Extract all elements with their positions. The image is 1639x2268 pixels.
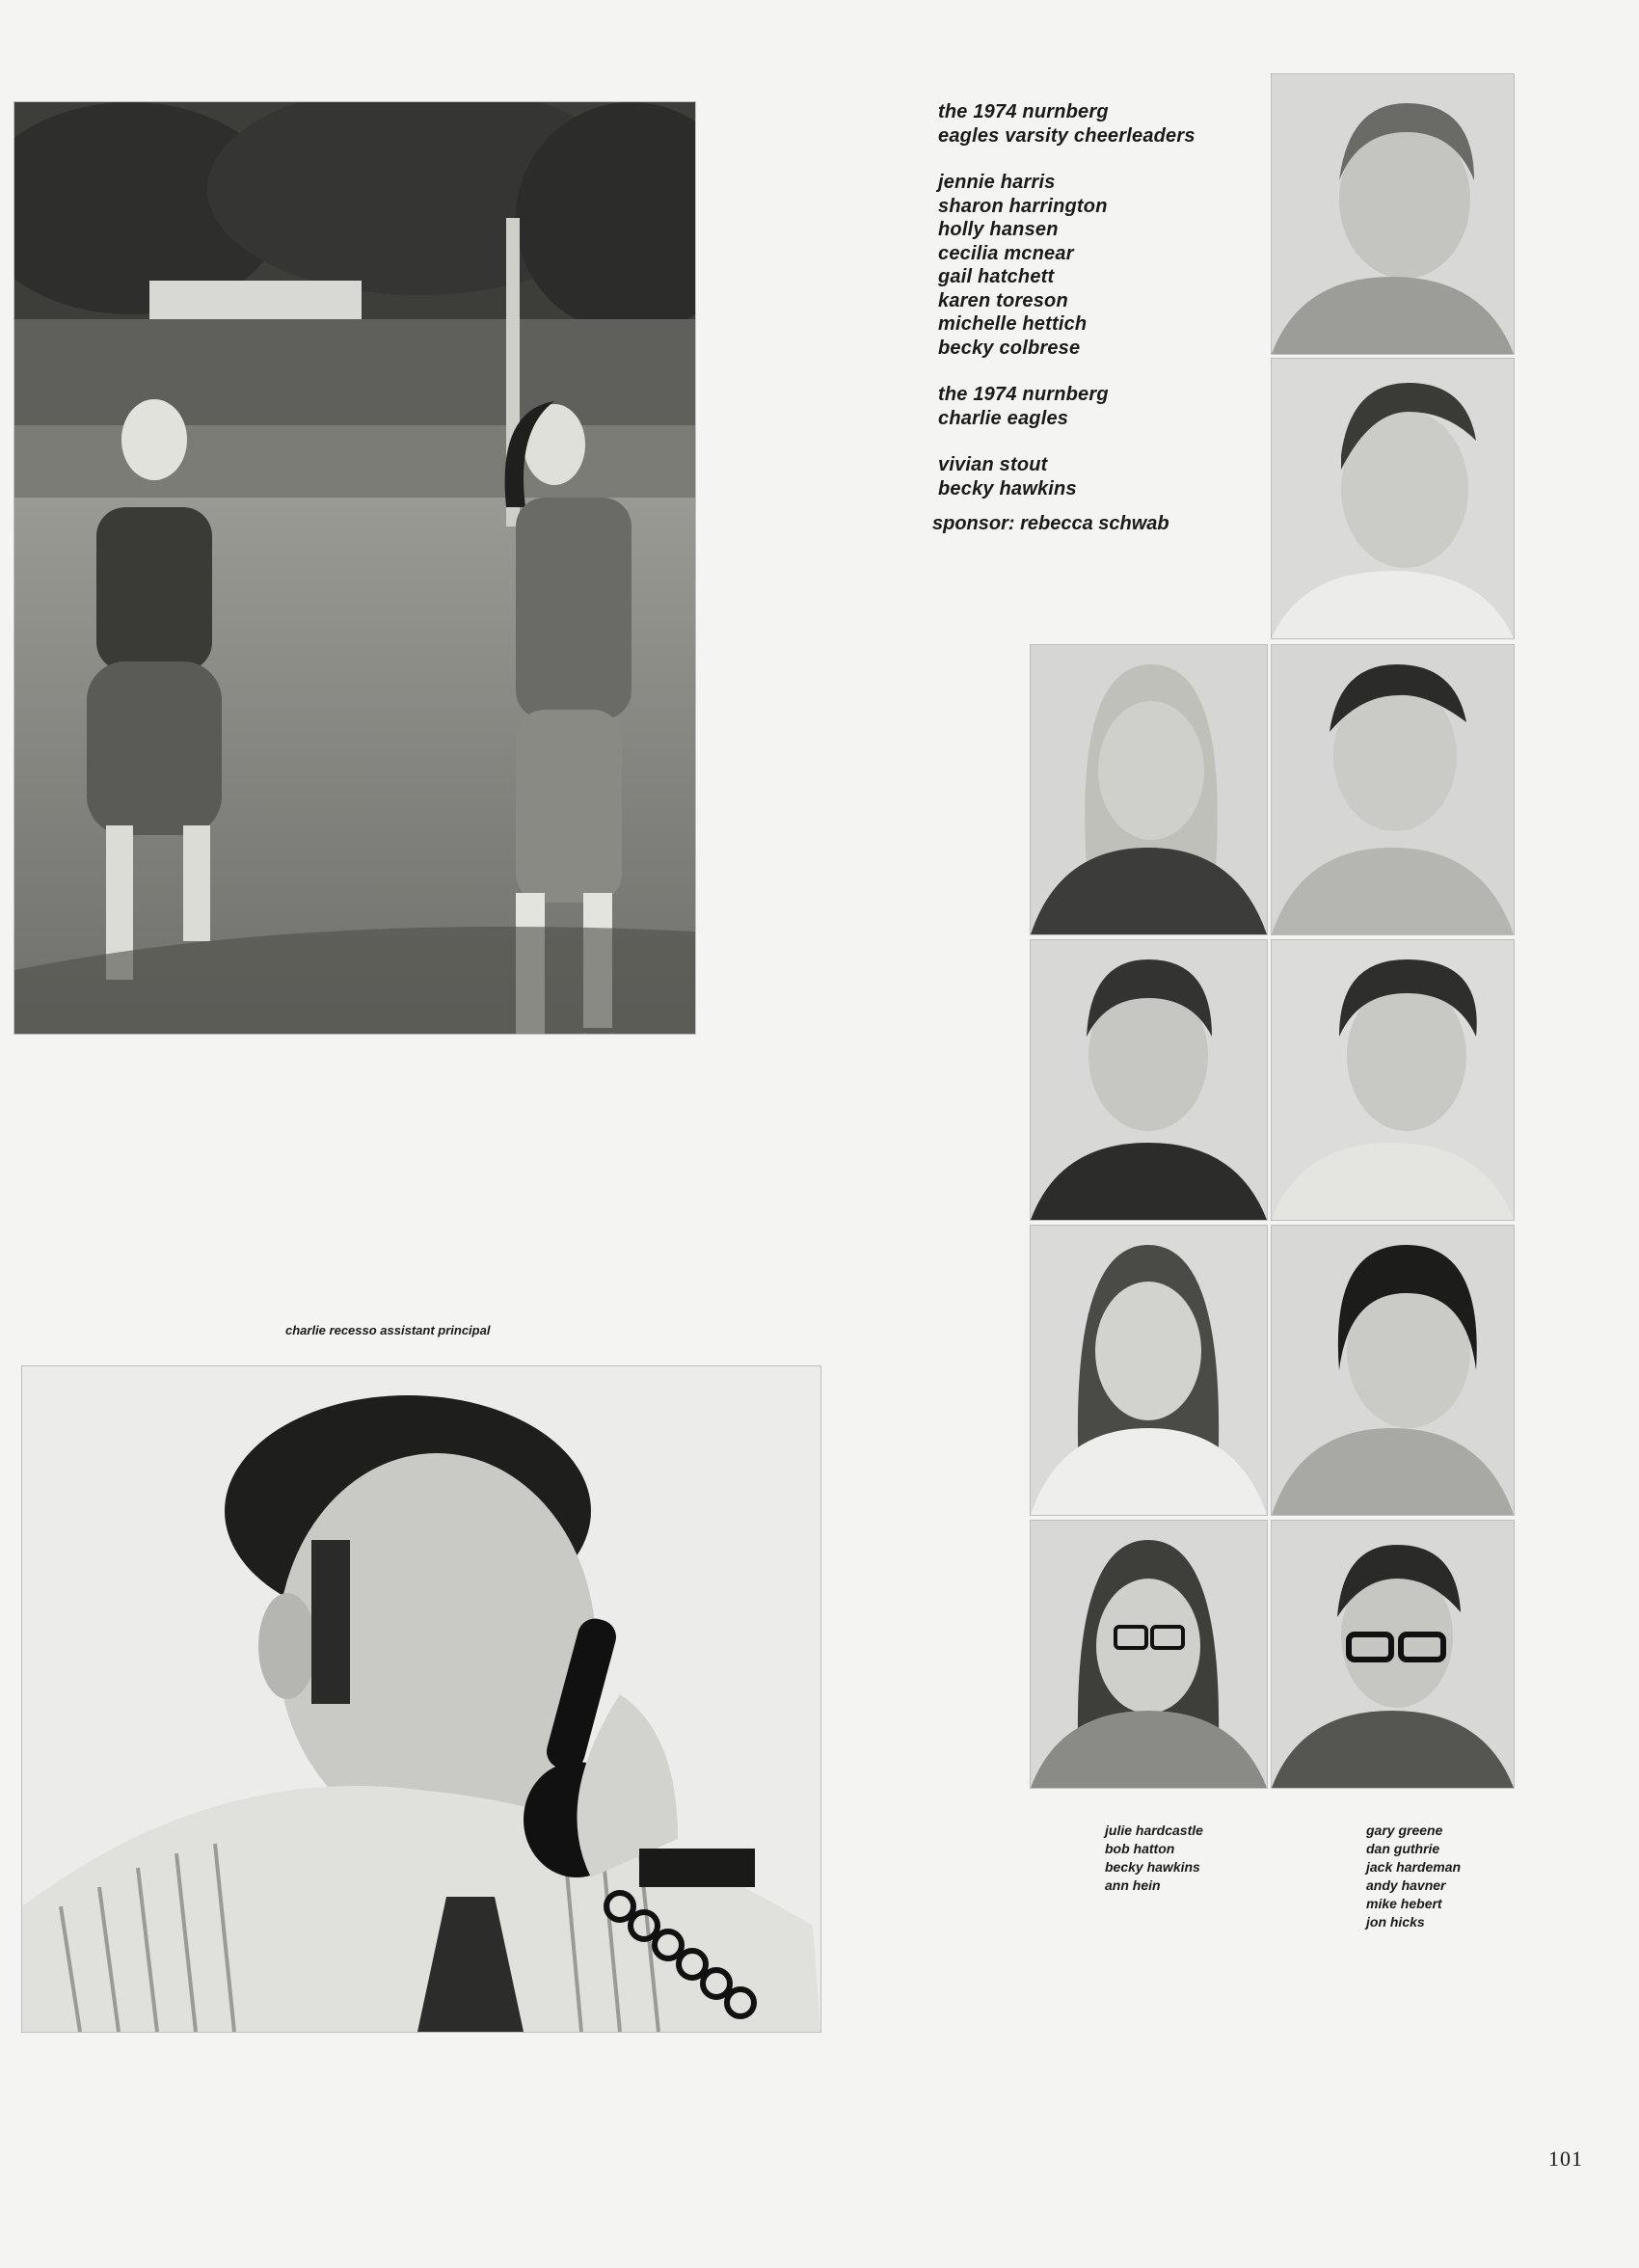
cheer-title-line2: eagles varsity cheerleaders	[938, 124, 1196, 147]
student-name: jon hicks	[1366, 1914, 1425, 1930]
cheerleaders-caption	[938, 100, 1247, 500]
portrait-photo	[1271, 358, 1515, 639]
portrait-photo	[1271, 644, 1515, 935]
charlie-title-line2: charlie eagles	[938, 407, 1069, 429]
portrait-photo	[1030, 939, 1268, 1221]
charlie-member-name: vivian stout	[938, 454, 1048, 475]
student-name: becky hawkins	[1105, 1859, 1200, 1875]
cheerleader-name: michelle hettich	[938, 313, 1088, 335]
portrait-photo	[1271, 1225, 1515, 1516]
charlie-member-name: becky hawkins	[938, 477, 1077, 500]
student-name: mike hebert	[1366, 1896, 1442, 1911]
cheer-title-line1: the 1974 nurnberg	[938, 101, 1109, 122]
page-number: 101	[1548, 2146, 1583, 2171]
student-name: bob hatton	[1105, 1841, 1175, 1856]
portrait-names-right	[1366, 1822, 1461, 1931]
principal-caption: charlie recesso assistant principal	[285, 1323, 491, 1337]
portrait-photo	[1030, 644, 1268, 935]
cheerleader-name: becky colbrese	[938, 337, 1081, 359]
principal-photo	[21, 1365, 821, 2033]
portrait-photo	[1271, 73, 1515, 355]
portrait-photo	[1271, 939, 1515, 1221]
sponsor-caption: sponsor: rebecca schwab	[932, 513, 1169, 534]
student-name: julie hardcastle	[1105, 1822, 1203, 1838]
student-name: ann hein	[1105, 1877, 1161, 1893]
cheerleader-name: karen toreson	[938, 289, 1068, 311]
portrait-names-left	[1105, 1822, 1203, 1895]
portrait-photo	[1271, 1520, 1515, 1789]
cheerleader-name: cecilia mcnear	[938, 242, 1074, 264]
charlie-title-line1: the 1974 nurnberg	[938, 384, 1109, 405]
portrait-photo	[1030, 1225, 1268, 1516]
student-name: jack hardeman	[1366, 1859, 1462, 1875]
cheerleader-name: holly hansen	[938, 219, 1059, 240]
cheerleader-name: gail hatchett	[938, 266, 1055, 287]
portrait-photo	[1030, 1520, 1268, 1789]
cheerleaders-photo	[13, 101, 696, 1035]
student-name: dan guthrie	[1366, 1841, 1440, 1856]
cheerleader-name: jennie harris	[938, 172, 1056, 193]
student-name: gary greene	[1366, 1822, 1443, 1838]
student-name: andy havner	[1366, 1877, 1446, 1893]
cheerleader-name: sharon harrington	[938, 195, 1108, 217]
